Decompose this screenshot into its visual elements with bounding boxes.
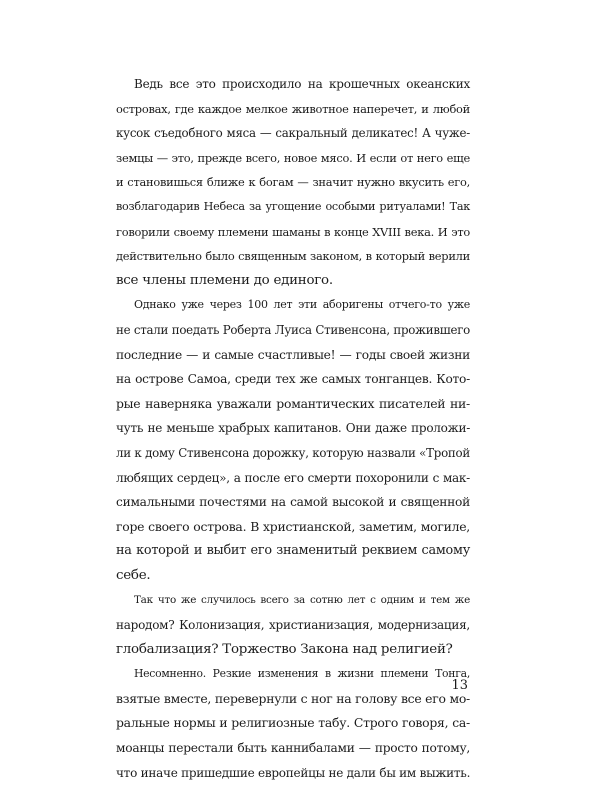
text-line: на которой и выбит его знаменитый реквием самому: [116, 543, 470, 559]
text-line: взятые вместе, перевернули с ног на голову все его мо-: [116, 690, 470, 706]
text-line: действительно было священным законом, в который верили: [116, 249, 470, 264]
text-line: симальными почестями на самой высокой и священной: [116, 495, 470, 510]
text-line: все члены племени до единого.: [116, 272, 333, 288]
text-line: ральные нормы и религиозные табу. Строго говоря, са-: [116, 715, 470, 731]
paragraph-1: [116, 72, 470, 293]
text-line: Ведь все это происходило на крошечных океанских: [134, 77, 470, 91]
text-line: Несомненно. Резкие изменения в жизни племени Тонга,: [134, 667, 470, 681]
paragraph-2: [116, 293, 470, 588]
text-line: рые наверняка уважали романтических писателей ни-: [116, 395, 470, 411]
text-line: ли к дому Стивенсона дорожку, которую назвали «Тропой: [116, 445, 470, 460]
text-line: чуть не меньше храбрых капитанов. Они даже проложи-: [116, 421, 470, 436]
text-line: земцы — это, прежде всего, новое мясо. И если от него еще: [116, 150, 470, 165]
text-line: островах, где каждое мелкое животное наперечет, и любой: [116, 101, 470, 116]
text-line: не стали поедать Роберта Луиса Стивенсона, прожившего: [116, 322, 470, 337]
text-line: возблагодарив Небеса за угощение особыми ритуалами! Так: [116, 199, 470, 213]
text-line: народом? Колонизация, христианизация, модернизация,: [116, 618, 470, 633]
text-line: любящих сердец», а после его смерти похоронили с мак-: [116, 470, 470, 485]
page-number: 13: [451, 678, 468, 693]
body-text: [116, 72, 470, 785]
text-line: себе.: [116, 567, 151, 583]
text-line: и становишься ближе к богам — значит нужно вкусить его,: [116, 175, 470, 190]
text-line: Так что же случилось всего за сотню лет с одним и тем же: [134, 594, 470, 607]
text-line: глобализация? Торжество Закона над религией?: [116, 641, 453, 657]
text-line: на острове Самоа, среди тех же самых тонганцев. Кото-: [116, 372, 470, 387]
text-line: что иначе пришедшие европейцы не дали бы им выжить.: [116, 765, 471, 780]
paragraph-3: [116, 588, 470, 662]
paragraph-4: [116, 662, 470, 785]
text-line: моанцы перестали быть каннибалами — просто потому,: [116, 741, 470, 756]
text-line: Однако уже через 100 лет эти аборигены отчего-то уже: [134, 298, 470, 312]
text-line: последние — и самые счастливые! — годы своей жизни: [116, 347, 470, 362]
text-line: кусок съедобного мяса — сакральный деликатес! А чуже-: [116, 126, 470, 141]
text-line: говорили своему племени шаманы в конце XVIII века. И это: [116, 224, 470, 239]
text-line: горе своего острова. В христианской, заметим, могиле,: [116, 518, 470, 534]
